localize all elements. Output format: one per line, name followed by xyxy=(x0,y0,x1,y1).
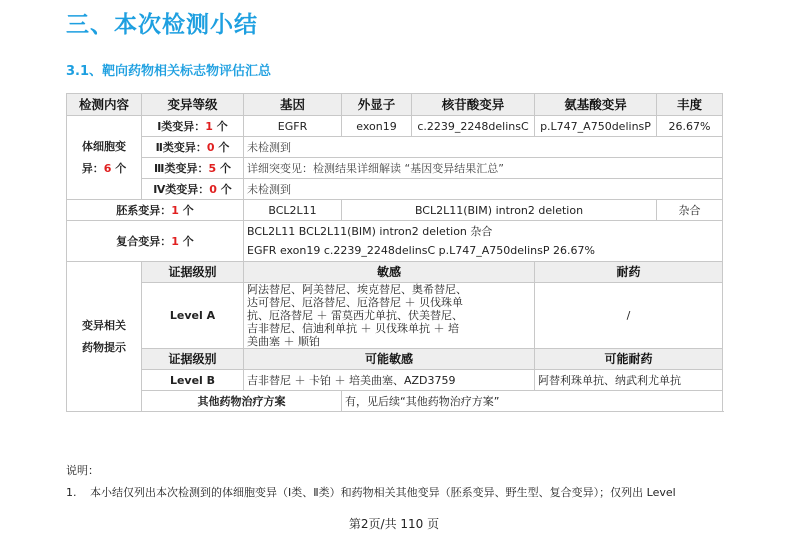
germline-label: 胚系变异：1 个 xyxy=(67,200,244,221)
result-text: 详细突变见：检测结果详细解读 “基因变异结果汇总” xyxy=(244,158,723,179)
other-label: 其他药物治疗方案 xyxy=(142,391,342,412)
nucleotide-cell: c.2239_2248delinsC xyxy=(412,116,535,137)
table-row xyxy=(67,391,723,412)
summary-table xyxy=(66,93,723,412)
header-cell: 丰度 xyxy=(657,94,723,116)
zygosity-cell: 杂合 xyxy=(657,200,723,221)
table-row xyxy=(67,116,723,137)
level-b-resistant: 阿替利珠单抗、纳武利尤单抗 xyxy=(535,370,723,391)
table-row xyxy=(67,262,723,283)
level-a-resistant: / xyxy=(535,283,723,349)
table-row xyxy=(67,370,723,391)
variant-cell: BCL2L11(BIM) intron2 deletion xyxy=(342,200,657,221)
possibly-sensitive-header: 可能敏感 xyxy=(244,349,535,370)
header-cell: 变异等级 xyxy=(142,94,244,116)
compound-label: 复合变异：1 个 xyxy=(67,221,244,262)
header-cell: 氨基酸变异 xyxy=(535,94,657,116)
note-item: 1. 本小结仅列出本次检测到的体细胞变异（Ⅰ类、Ⅱ类）和药物相关其他变异（胚系变异、野生型、复合变异）；仅列出 Level xyxy=(66,486,676,499)
subsection-title: 3.1、靶向药物相关标志物评估汇总 xyxy=(66,64,272,79)
level-a-sensitive: 阿法替尼、阿美替尼、埃克替尼、奥希替尼、 达可替尼、厄洛替尼、厄洛替尼 ＋ 贝伐珠单 抗、厄洛替尼 ＋ 雷莫西尤单抗、伏美替尼、 吉非替尼、信迪利单抗 ＋ 贝伐珠单抗 ＋ 培 美曲塞 ＋ 顺铂 xyxy=(244,283,535,349)
drug-label: 变异相关 药物提示 xyxy=(67,262,142,412)
table-row xyxy=(67,137,723,158)
exon-cell: exon19 xyxy=(342,116,412,137)
table-row xyxy=(67,283,723,349)
level-b-sensitive: 吉非替尼 ＋ 卡铂 ＋ 培美曲塞、AZD3759 xyxy=(244,370,535,391)
variant-level: Ⅲ类变异：5 个 xyxy=(142,158,244,179)
page-footer: 第2页/共 110 页 xyxy=(348,517,440,531)
amino-acid-cell: p.L747_A750delinsP xyxy=(535,116,657,137)
header-cell: 外显子 xyxy=(342,94,412,116)
variant-level: Ⅱ类变异：0 个 xyxy=(142,137,244,158)
compound-detail: BCL2L11 BCL2L11(BIM) intron2 deletion 杂合 EGFR exon19 c.2239_2248delinsC p.L747_A750delinsP 26.67% xyxy=(244,221,723,262)
table-row xyxy=(67,349,723,370)
level-a: Level A xyxy=(142,283,244,349)
table-row xyxy=(67,158,723,179)
table-row xyxy=(67,221,723,262)
header-cell: 核苷酸变异 xyxy=(412,94,535,116)
evidence-level-header: 证据级别 xyxy=(142,349,244,370)
resistant-header: 耐药 xyxy=(535,262,723,283)
frequency-cell: 26.67% xyxy=(657,116,723,137)
result-text: 未检测到 xyxy=(244,179,723,200)
variant-level: Ⅰ类变异：1 个 xyxy=(142,116,244,137)
notes-label: 说明： xyxy=(66,464,99,477)
evidence-level-header: 证据级别 xyxy=(142,262,244,283)
section-title: 三、本次检测小结 xyxy=(66,12,258,38)
table-row xyxy=(67,200,723,221)
possibly-resistant-header: 可能耐药 xyxy=(535,349,723,370)
variant-level: Ⅳ类变异：0 个 xyxy=(142,179,244,200)
gene-cell: EGFR xyxy=(244,116,342,137)
header-cell: 基因 xyxy=(244,94,342,116)
sensitive-header: 敏感 xyxy=(244,262,535,283)
table-header-row xyxy=(67,94,723,116)
gene-cell: BCL2L11 xyxy=(244,200,342,221)
other-text: 有，见后续“其他药物治疗方案” xyxy=(342,391,723,412)
level-b: Level B xyxy=(142,370,244,391)
table-row xyxy=(67,179,723,200)
somatic-label: 体细胞变 异：6 个 xyxy=(67,116,142,200)
header-cell: 检测内容 xyxy=(67,94,142,116)
result-text: 未检测到 xyxy=(244,137,723,158)
